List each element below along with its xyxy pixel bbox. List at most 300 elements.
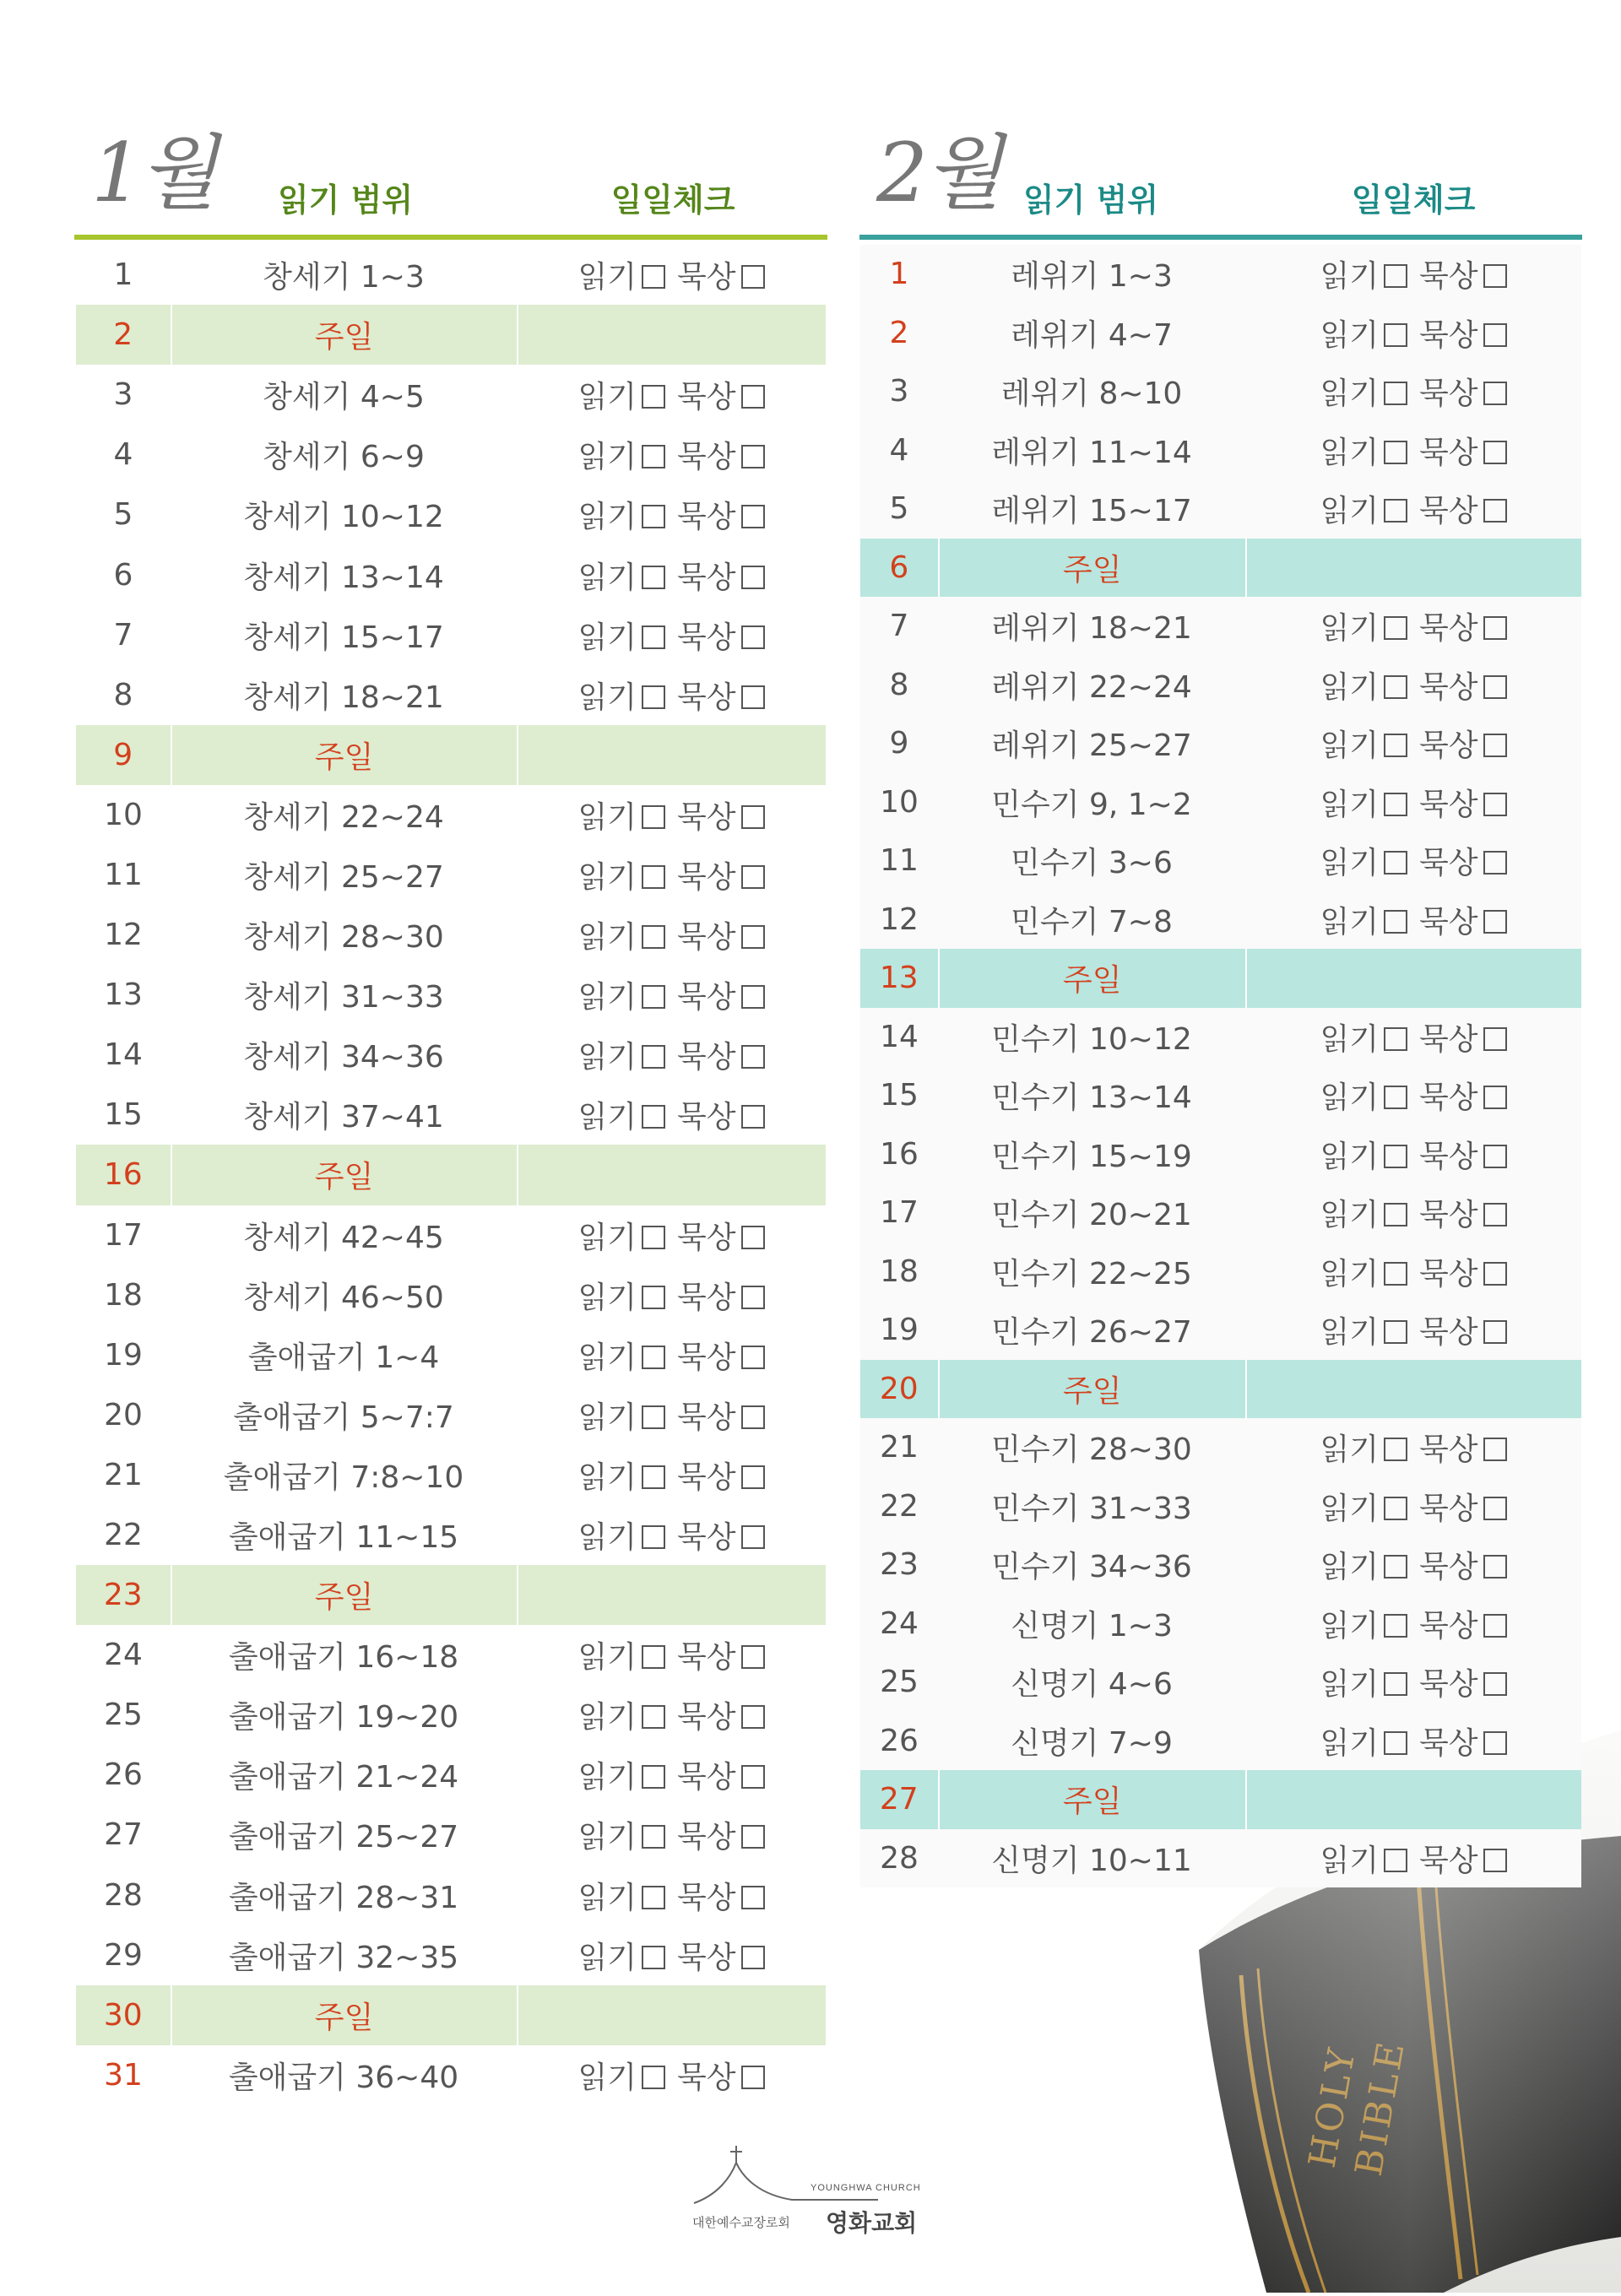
table-row	[76, 1025, 826, 1085]
read-label: 읽기	[577, 1700, 637, 1736]
daily-check	[517, 433, 826, 476]
read-checkbox[interactable]	[642, 505, 665, 528]
read-label: 읽기	[577, 1340, 637, 1375]
sunday-row	[76, 1145, 826, 1205]
meditate-checkbox[interactable]	[741, 1405, 765, 1429]
read-label: 읽기	[1320, 846, 1379, 881]
month-title: 1월	[91, 126, 214, 220]
meditate-label: 묵상	[1419, 669, 1478, 705]
daily-check	[518, 1145, 826, 1205]
meditate-checkbox[interactable]	[741, 2066, 765, 2089]
meditate-checkbox[interactable]	[741, 1105, 765, 1129]
read-label: 읽기	[577, 500, 637, 535]
daily-check	[517, 614, 826, 657]
read-label: 읽기	[577, 1100, 637, 1135]
reading-range: 출애굽기 11~15	[228, 1520, 459, 1556]
read-label: 읽기	[1320, 904, 1379, 940]
meditate-label: 묵상	[677, 1640, 736, 1676]
read-checkbox[interactable]	[1384, 499, 1407, 523]
meditate-checkbox[interactable]	[1483, 1027, 1507, 1051]
daily-check	[517, 674, 826, 717]
read-checkbox[interactable]	[1384, 1731, 1407, 1755]
read-checkbox[interactable]	[1384, 264, 1407, 288]
table-row	[860, 362, 1581, 421]
day-number: 26	[104, 1757, 143, 1793]
meditate-label: 묵상	[677, 680, 736, 715]
reading-range-header: 읽기 범위	[1022, 181, 1159, 219]
read-label: 읽기	[577, 1820, 637, 1855]
daily-check	[517, 2054, 826, 2097]
daily-check	[517, 1394, 826, 1437]
meditate-checkbox[interactable]	[1483, 1203, 1507, 1227]
meditate-checkbox[interactable]	[1483, 1320, 1507, 1344]
day-number: 24	[880, 1606, 919, 1641]
table-row	[860, 304, 1581, 363]
table-row	[860, 773, 1581, 832]
day-number: 25	[104, 1698, 143, 1733]
read-checkbox[interactable]	[1384, 616, 1407, 640]
sunday-label: 주일	[172, 1985, 518, 2045]
meditate-checkbox[interactable]	[1483, 1555, 1507, 1578]
day-number: 28	[104, 1877, 143, 1913]
meditate-label: 묵상	[1419, 1139, 1478, 1174]
read-label: 읽기	[577, 560, 637, 595]
day-number: 22	[104, 1518, 143, 1553]
read-checkbox[interactable]	[642, 1886, 665, 1909]
reading-range: 민수기 22~25	[991, 1256, 1192, 1292]
meditate-label: 묵상	[1419, 728, 1478, 764]
day-number: 7	[889, 609, 909, 644]
day-number: 15	[104, 1097, 143, 1133]
meditate-label: 묵상	[1419, 1550, 1478, 1585]
read-checkbox[interactable]	[1384, 675, 1407, 699]
daily-check	[517, 373, 826, 416]
meditate-label: 묵상	[677, 260, 736, 295]
daily-check	[517, 1454, 826, 1497]
reading-range: 레위기 4~7	[1011, 317, 1173, 353]
meditate-checkbox[interactable]	[1483, 1672, 1507, 1696]
meditate-label: 묵상	[1419, 1256, 1478, 1292]
reading-range: 창세기 6~9	[263, 440, 425, 475]
read-checkbox[interactable]	[1384, 1497, 1407, 1520]
sunday-label: 주일	[172, 1565, 518, 1625]
meditate-label: 묵상	[677, 1340, 736, 1375]
daily-check	[1245, 252, 1581, 295]
day-number: 20	[860, 1360, 940, 1419]
meditate-checkbox[interactable]	[741, 1525, 765, 1549]
read-checkbox[interactable]	[1384, 1849, 1407, 1872]
meditate-label: 묵상	[677, 2060, 736, 2095]
read-checkbox[interactable]	[642, 1705, 665, 1729]
meditate-checkbox[interactable]	[741, 445, 765, 468]
read-checkbox[interactable]	[642, 925, 665, 949]
read-checkbox[interactable]	[642, 1645, 665, 1669]
meditate-checkbox[interactable]	[1483, 1438, 1507, 1461]
reading-range: 출애굽기 1~4	[247, 1340, 440, 1375]
read-label: 읽기	[1320, 1491, 1379, 1526]
table-row	[860, 656, 1581, 715]
table-row	[860, 1595, 1581, 1654]
day-number: 10	[104, 797, 143, 832]
read-label: 읽기	[577, 680, 637, 715]
meditate-label: 묵상	[677, 920, 736, 956]
day-number: 13	[860, 949, 940, 1008]
meditate-checkbox[interactable]	[741, 385, 765, 409]
meditate-label: 묵상	[677, 1880, 736, 1915]
meditate-checkbox[interactable]	[1483, 323, 1507, 347]
read-label: 읽기	[577, 1520, 637, 1556]
read-checkbox[interactable]	[642, 1946, 665, 1969]
daily-check	[517, 1753, 826, 1796]
daily-check	[517, 253, 826, 296]
read-label: 읽기	[1320, 1080, 1379, 1116]
read-checkbox[interactable]	[642, 1525, 665, 1549]
daily-check	[517, 1874, 826, 1917]
reading-range: 창세기 1~3	[263, 260, 425, 295]
meditate-checkbox[interactable]	[741, 505, 765, 528]
sunday-row	[860, 1360, 1581, 1419]
day-number: 5	[113, 497, 133, 533]
meditate-checkbox[interactable]	[741, 1286, 765, 1309]
meditate-checkbox[interactable]	[741, 1705, 765, 1729]
day-number: 6	[113, 557, 133, 593]
read-checkbox[interactable]	[642, 385, 665, 409]
read-checkbox[interactable]	[1384, 1262, 1407, 1286]
meditate-checkbox[interactable]	[1483, 264, 1507, 288]
meditate-label: 묵상	[1419, 787, 1478, 822]
meditate-checkbox[interactable]	[1483, 1614, 1507, 1638]
meditate-label: 묵상	[1419, 1725, 1478, 1761]
meditate-label: 묵상	[1419, 611, 1478, 647]
read-label: 읽기	[577, 2060, 637, 2095]
read-checkbox[interactable]	[642, 625, 665, 649]
read-checkbox[interactable]	[1384, 1320, 1407, 1344]
day-number: 7	[113, 617, 133, 653]
daily-check	[1245, 1015, 1581, 1059]
meditate-checkbox[interactable]	[741, 625, 765, 649]
meditate-checkbox[interactable]	[741, 865, 765, 889]
read-checkbox[interactable]	[642, 685, 665, 709]
meditate-checkbox[interactable]	[741, 805, 765, 829]
read-label: 읽기	[577, 1880, 637, 1915]
reading-range: 신명기 10~11	[991, 1843, 1192, 1878]
daily-check-header: 일일체크	[1351, 181, 1476, 219]
reading-range: 민수기 3~6	[1011, 846, 1173, 881]
reading-range: 출애굽기 16~18	[228, 1640, 459, 1676]
meditate-label: 묵상	[677, 1100, 736, 1135]
table-row	[860, 245, 1581, 304]
reading-range: 레위기 8~10	[1000, 376, 1183, 412]
read-checkbox[interactable]	[642, 566, 665, 589]
reading-range: 민수기 34~36	[991, 1550, 1192, 1585]
daily-check	[517, 1934, 826, 1977]
reading-range: 레위기 15~17	[991, 494, 1192, 529]
reading-range-header: 읽기 범위	[277, 181, 414, 219]
table-row	[76, 1445, 826, 1505]
daily-check	[517, 973, 826, 1016]
table-row	[76, 1866, 826, 1925]
read-checkbox[interactable]	[642, 1226, 665, 1249]
read-checkbox[interactable]	[642, 1405, 665, 1429]
read-label: 읽기	[577, 380, 637, 415]
day-number: 17	[880, 1195, 919, 1231]
read-label: 읽기	[577, 440, 637, 475]
meditate-checkbox[interactable]	[1483, 1086, 1507, 1109]
read-label: 읽기	[577, 1640, 637, 1676]
read-label: 읽기	[577, 1400, 637, 1435]
meditate-checkbox[interactable]	[1483, 616, 1507, 640]
day-number: 10	[880, 784, 919, 820]
meditate-checkbox[interactable]	[741, 1825, 765, 1849]
meditate-checkbox[interactable]	[1483, 1145, 1507, 1168]
table-row	[860, 1301, 1581, 1360]
read-checkbox[interactable]	[1384, 734, 1407, 757]
read-checkbox[interactable]	[1384, 910, 1407, 934]
day-number: 28	[880, 1840, 919, 1876]
reading-range: 민수기 31~33	[991, 1491, 1192, 1526]
read-checkbox[interactable]	[1384, 1086, 1407, 1109]
day-number: 24	[104, 1638, 143, 1673]
read-checkbox[interactable]	[1384, 1438, 1407, 1461]
january-rows	[74, 245, 827, 2105]
table-row	[76, 965, 826, 1025]
reading-range: 출애굽기 32~35	[228, 1940, 459, 1975]
table-row	[860, 1653, 1581, 1712]
meditate-checkbox[interactable]	[741, 1346, 765, 1369]
day-number: 8	[889, 667, 909, 702]
meditate-checkbox[interactable]	[1483, 1849, 1507, 1872]
table-row	[860, 1066, 1581, 1125]
read-checkbox[interactable]	[1384, 1203, 1407, 1227]
daily-check	[517, 1334, 826, 1377]
sunday-row	[860, 949, 1581, 1008]
table-row	[76, 1325, 826, 1385]
daily-check	[1245, 370, 1581, 413]
day-number: 14	[880, 1019, 919, 1054]
read-checkbox[interactable]	[642, 1825, 665, 1849]
day-number: 11	[104, 857, 143, 892]
meditate-label: 묵상	[677, 1700, 736, 1736]
meditate-checkbox[interactable]	[741, 566, 765, 589]
meditate-label: 묵상	[1419, 904, 1478, 940]
read-checkbox[interactable]	[642, 805, 665, 829]
read-checkbox[interactable]	[1384, 1614, 1407, 1638]
daily-check	[517, 493, 826, 536]
read-checkbox[interactable]	[1384, 793, 1407, 816]
reading-range: 출애굽기 19~20	[228, 1700, 459, 1736]
reading-range: 민수기 28~30	[991, 1432, 1192, 1468]
reading-range: 창세기 34~36	[243, 1040, 444, 1075]
table-row	[860, 1535, 1581, 1595]
day-number: 26	[880, 1723, 919, 1758]
table-row	[860, 831, 1581, 891]
meditate-label: 묵상	[677, 440, 736, 475]
read-checkbox[interactable]	[1384, 323, 1407, 347]
reading-range: 출애굽기 25~27	[228, 1820, 459, 1855]
read-label: 읽기	[1320, 787, 1379, 822]
read-checkbox[interactable]	[642, 1346, 665, 1369]
meditate-checkbox[interactable]	[741, 1045, 765, 1069]
read-checkbox[interactable]	[1384, 441, 1407, 464]
daily-check	[1245, 1660, 1581, 1703]
meditate-checkbox[interactable]	[1483, 734, 1507, 757]
day-number: 19	[880, 1313, 919, 1348]
reading-range: 민수기 7~8	[1011, 904, 1173, 940]
meditate-checkbox[interactable]	[1483, 441, 1507, 464]
sunday-label: 주일	[172, 1145, 518, 1205]
read-checkbox[interactable]	[642, 865, 665, 889]
meditate-label: 묵상	[677, 980, 736, 1015]
sunday-label: 주일	[940, 1360, 1247, 1419]
meditate-label: 묵상	[1419, 1432, 1478, 1468]
reading-range: 출애굽기 36~40	[228, 2060, 459, 2095]
read-checkbox[interactable]	[1384, 851, 1407, 875]
read-checkbox[interactable]	[642, 1045, 665, 1069]
table-row	[76, 1925, 826, 1985]
read-checkbox[interactable]	[642, 1465, 665, 1489]
read-checkbox[interactable]	[642, 1765, 665, 1789]
reading-range: 레위기 1~3	[1011, 259, 1173, 295]
daily-check	[1245, 604, 1581, 647]
daily-check	[517, 853, 826, 896]
read-checkbox[interactable]	[1384, 1672, 1407, 1696]
read-checkbox[interactable]	[642, 1286, 665, 1309]
daily-check	[1245, 781, 1581, 824]
meditate-checkbox[interactable]	[741, 1465, 765, 1489]
read-checkbox[interactable]	[1384, 1145, 1407, 1168]
sunday-label: 주일	[940, 539, 1247, 598]
table-row	[76, 845, 826, 905]
read-checkbox[interactable]	[642, 2066, 665, 2089]
sunday-row	[76, 1985, 826, 2045]
meditate-checkbox[interactable]	[1483, 910, 1507, 934]
meditate-label: 묵상	[677, 560, 736, 595]
sunday-label: 주일	[172, 305, 518, 365]
meditate-checkbox[interactable]	[1483, 1497, 1507, 1520]
denomination-name: 대한예수교장로회	[692, 2215, 790, 2230]
february-header	[859, 127, 1582, 235]
table-row	[860, 891, 1581, 950]
meditate-label: 묵상	[1419, 1667, 1478, 1703]
read-checkbox[interactable]	[642, 265, 665, 289]
meditate-label: 묵상	[677, 1760, 736, 1795]
meditate-checkbox[interactable]	[741, 1645, 765, 1669]
daily-check	[1245, 1719, 1581, 1763]
day-number: 20	[104, 1397, 143, 1432]
reading-range: 민수기 26~27	[991, 1315, 1192, 1351]
day-number: 15	[880, 1078, 919, 1113]
day-number: 4	[889, 432, 909, 468]
meditate-checkbox[interactable]	[1483, 1262, 1507, 1286]
meditate-checkbox[interactable]	[1483, 1731, 1507, 1755]
reading-range: 출애굽기 7:8~10	[223, 1459, 464, 1495]
meditate-checkbox[interactable]	[1483, 851, 1507, 875]
meditate-checkbox[interactable]	[1483, 793, 1507, 816]
daily-check	[1245, 1837, 1581, 1880]
daily-check	[1245, 1074, 1581, 1117]
read-label: 읽기	[1320, 728, 1379, 764]
meditate-checkbox[interactable]	[741, 985, 765, 1009]
february-rows	[859, 245, 1582, 1887]
meditate-label: 묵상	[1419, 259, 1478, 295]
meditate-checkbox[interactable]	[741, 1946, 765, 1969]
daily-check	[517, 1274, 826, 1317]
read-label: 읽기	[577, 980, 637, 1015]
daily-check	[1245, 311, 1581, 355]
meditate-checkbox[interactable]	[741, 1226, 765, 1249]
meditate-label: 묵상	[677, 1280, 736, 1315]
day-number: 5	[889, 491, 909, 527]
reading-range: 창세기 37~41	[243, 1100, 444, 1135]
daily-check	[518, 305, 826, 365]
church-name: 영화교회	[826, 2209, 918, 2237]
table-row	[76, 1085, 826, 1145]
daily-check	[1247, 539, 1581, 598]
table-row	[76, 905, 826, 965]
reading-range: 출애굽기 5~7:7	[233, 1400, 454, 1435]
daily-check-header: 일일체크	[610, 181, 735, 219]
meditate-label: 묵상	[677, 1820, 736, 1855]
table-row	[76, 544, 826, 604]
read-label: 읽기	[1320, 1256, 1379, 1292]
meditate-checkbox[interactable]	[1483, 675, 1507, 699]
read-checkbox[interactable]	[642, 985, 665, 1009]
read-label: 읽기	[577, 1459, 637, 1495]
meditate-checkbox[interactable]	[741, 1886, 765, 1909]
meditate-label: 묵상	[677, 1400, 736, 1435]
read-checkbox[interactable]	[642, 445, 665, 468]
read-label: 읽기	[1320, 1139, 1379, 1174]
day-number: 23	[76, 1565, 172, 1625]
read-checkbox[interactable]	[1384, 1555, 1407, 1578]
day-number: 8	[113, 677, 133, 712]
meditate-label: 묵상	[677, 859, 736, 895]
reading-range: 민수기 9, 1~2	[991, 787, 1192, 822]
table-row	[76, 1805, 826, 1865]
meditate-checkbox[interactable]	[741, 1765, 765, 1789]
daily-check	[517, 1813, 826, 1856]
daily-check	[1245, 898, 1581, 941]
read-label: 읽기	[1320, 611, 1379, 647]
meditate-label: 묵상	[1419, 1315, 1478, 1351]
meditate-checkbox[interactable]	[741, 265, 765, 289]
daily-check	[517, 1693, 826, 1736]
daily-check	[517, 554, 826, 597]
meditate-checkbox[interactable]	[741, 925, 765, 949]
table-row	[860, 479, 1581, 539]
meditate-label: 묵상	[677, 1220, 736, 1255]
read-checkbox[interactable]	[642, 1105, 665, 1129]
daily-check	[1245, 1308, 1581, 1351]
read-label: 읽기	[577, 620, 637, 655]
day-number: 9	[889, 726, 909, 761]
read-checkbox[interactable]	[1384, 1027, 1407, 1051]
church-logo	[675, 2144, 946, 2245]
meditate-checkbox[interactable]	[1483, 382, 1507, 405]
sunday-label: 주일	[940, 949, 1247, 1008]
read-label: 읽기	[1320, 1550, 1379, 1585]
meditate-label: 묵상	[677, 1520, 736, 1556]
day-number: 2	[889, 315, 909, 350]
daily-check	[517, 1514, 826, 1557]
day-number: 27	[860, 1770, 940, 1829]
table-row	[76, 365, 826, 425]
reading-range: 창세기 28~30	[243, 920, 444, 956]
meditate-label: 묵상	[1419, 1198, 1478, 1233]
meditate-checkbox[interactable]	[1483, 499, 1507, 523]
meditate-checkbox[interactable]	[741, 685, 765, 709]
read-checkbox[interactable]	[1384, 382, 1407, 405]
